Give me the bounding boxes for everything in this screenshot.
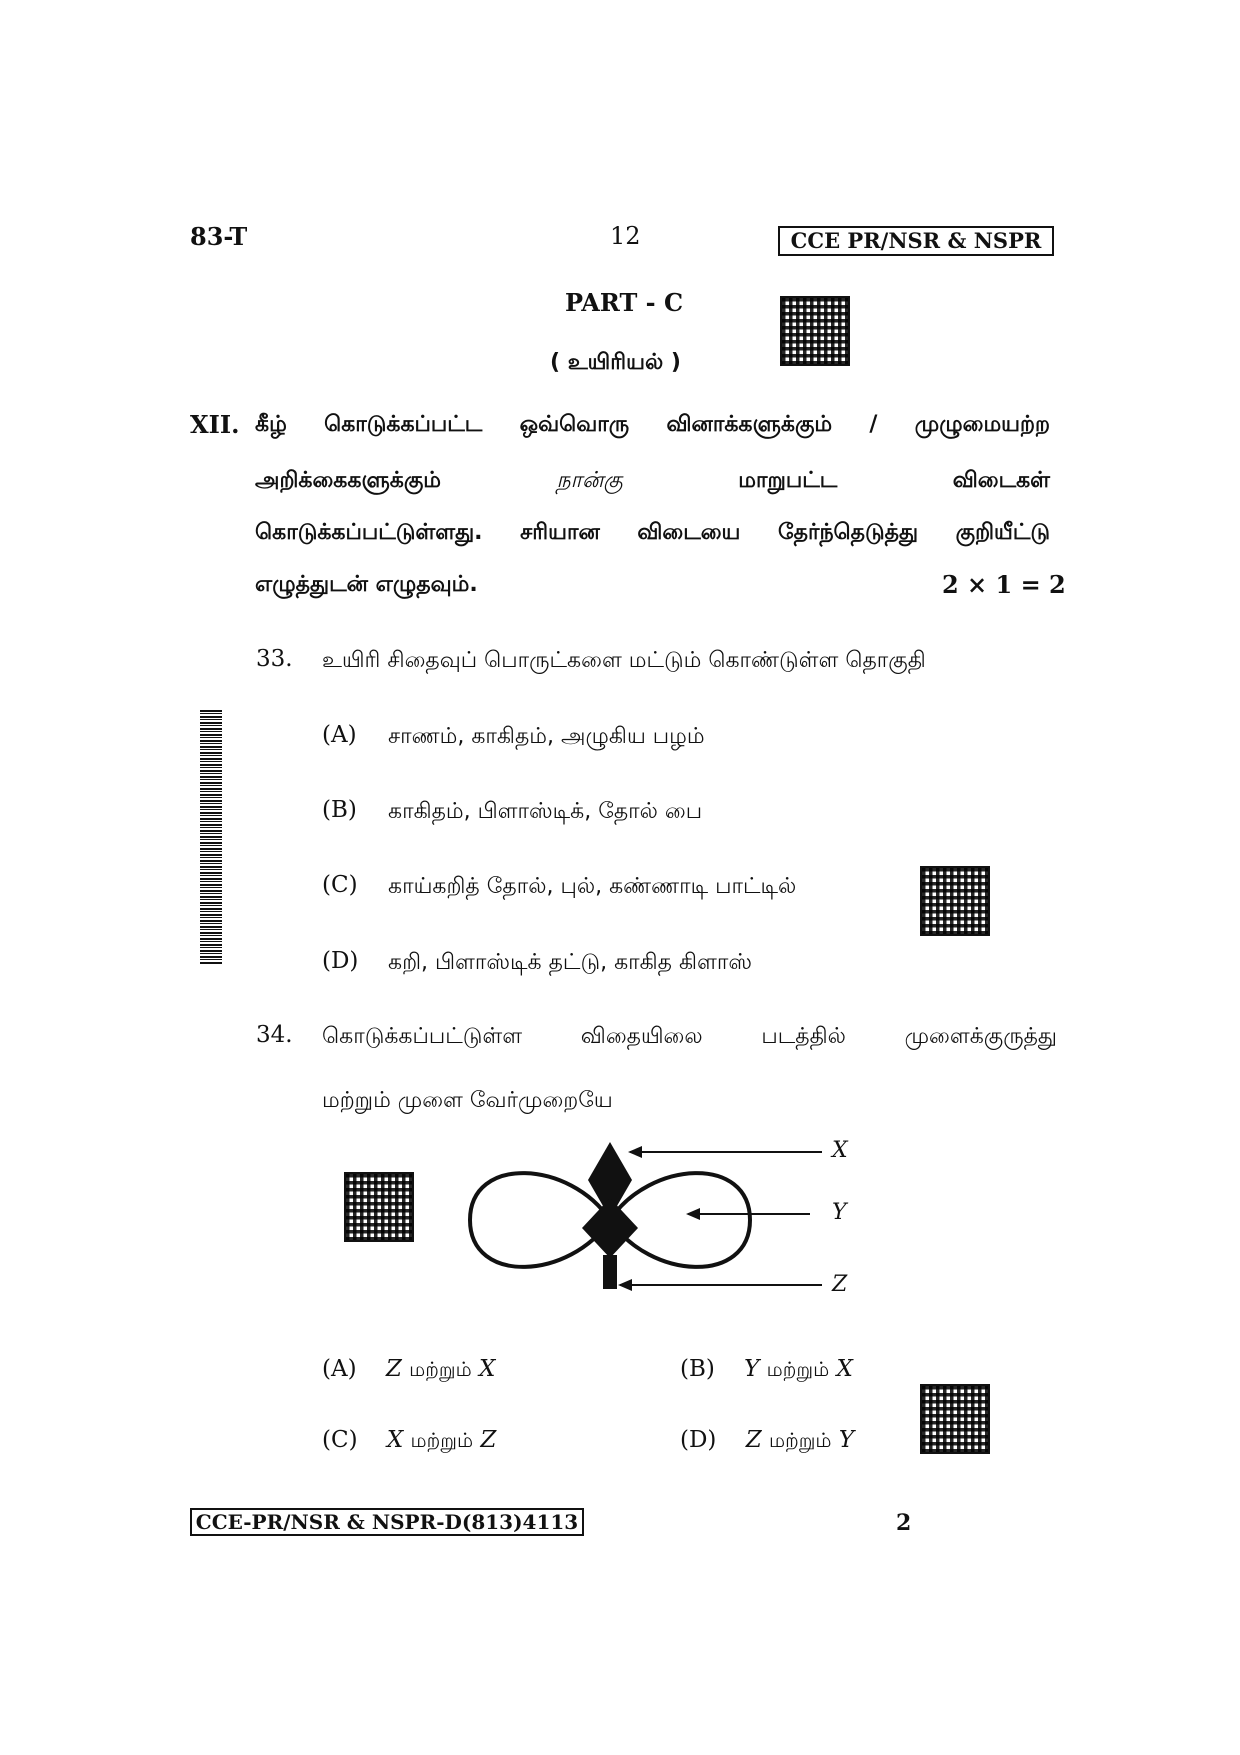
page-number: 12 [610, 222, 641, 250]
q33-option-c-label: (C) [322, 872, 358, 898]
q34-word-4: முளைக்குருத்து [904, 1024, 1057, 1049]
diagram-label-x: X [832, 1138, 848, 1163]
q34-option-c [322, 1427, 496, 1455]
q33-option-a-label: (A) [322, 722, 357, 748]
q34-option-d-connector: மற்றும் [769, 1428, 832, 1452]
q34-word-2: விதையிலை [580, 1024, 703, 1049]
q34-option-b-second: X [836, 1356, 853, 1382]
q33-option-d-text: கறி, பிளாஸ்டிக் தட்டு, காகித கிளாஸ் [388, 950, 752, 975]
q33-option-a-text: சாணம், காகிதம், அழுகிய பழம் [388, 724, 705, 749]
q34-option-d [680, 1427, 854, 1455]
diagram-label-y: Y [832, 1200, 847, 1225]
header-boxed-label: CCE PR/NSR & NSPR [778, 226, 1054, 256]
q34-option-c-connector: மற்றும் [410, 1428, 474, 1452]
q34-word-1: கொடுக்கப்பட்டுள்ள [322, 1024, 523, 1049]
arrow-y-head [686, 1208, 700, 1220]
q34-option-b [680, 1356, 853, 1384]
radicle-stalk [603, 1255, 617, 1289]
question-33-number: 33. [256, 646, 293, 672]
instruction-line-4: எழுத்துடன் எழுதவும். [255, 572, 478, 597]
section-roman-numeral: XII. [190, 410, 240, 439]
q33-option-d-label: (D) [322, 948, 359, 974]
instruction-word-four: நான்கு [556, 468, 623, 493]
qr-code-icon [780, 296, 850, 366]
qr-code-icon [920, 866, 990, 936]
q34-word-3: படத்தில் [761, 1024, 846, 1049]
arrow-x-head [628, 1146, 642, 1158]
q34-option-a-first: Z [385, 1356, 402, 1382]
question-34-number: 34. [256, 1022, 293, 1048]
q34-option-c-label: (C) [322, 1427, 358, 1453]
q34-option-a-second: X [479, 1356, 496, 1382]
q34-option-b-label: (B) [680, 1356, 715, 1382]
question-34-line-1 [322, 1024, 1057, 1052]
q34-option-a-connector: மற்றும் [409, 1357, 472, 1381]
q34-option-d-label: (D) [680, 1427, 717, 1453]
instruction-line-2 [255, 468, 1050, 496]
instruction-line-3: கொடுக்கப்பட்டுள்ளது. சரியான விடையை தேர்ந்தெடுத்து குறியீட்டு [255, 520, 1050, 545]
footer-boxed-code: CCE-PR/NSR & NSPR-D(813)4113 [190, 1508, 584, 1536]
q34-option-d-first: Z [745, 1427, 762, 1453]
question-34-line-2: மற்றும் முளை வேர்முறையே [322, 1088, 613, 1113]
seed-diagram [460, 1130, 860, 1310]
paper-code: 83-T [190, 222, 248, 251]
q33-option-c-text: காய்கறித் தோல், புல், கண்ணாடி பாட்டில் [388, 874, 797, 899]
diagram-label-z: Z [832, 1272, 848, 1297]
q33-option-b-text: காகிதம், பிளாஸ்டிக், தோல் பை [388, 799, 703, 824]
instruction-word-1: அறிக்கைகளுக்கும் [255, 468, 441, 493]
barcode-icon [200, 710, 222, 965]
section-subtitle: ( உயிரியல் ) [550, 350, 681, 375]
cotyledon-right [610, 1173, 750, 1267]
q34-option-c-second: Z [480, 1427, 497, 1453]
q34-option-c-first: X [386, 1427, 404, 1453]
instruction-word-3: மாறுபட்ட [738, 468, 838, 493]
footer-number: 2 [896, 1510, 912, 1536]
instruction-word-4: விடைகள் [952, 468, 1050, 493]
cotyledon-left [470, 1173, 610, 1267]
q34-option-b-connector: மற்றும் [766, 1357, 830, 1381]
q34-option-a [322, 1356, 495, 1384]
q34-option-a-label: (A) [322, 1356, 357, 1382]
marks-allocation: 2 × 1 = 2 [942, 570, 1066, 599]
section-title: PART - C [565, 288, 684, 317]
radicle-shape [582, 1198, 638, 1258]
q34-option-d-second: Y [838, 1427, 855, 1453]
qr-code-icon [920, 1384, 990, 1454]
arrow-z-head [618, 1279, 632, 1291]
qr-code-icon [344, 1172, 414, 1242]
q33-option-b-label: (B) [322, 797, 357, 823]
instruction-line-1: கீழ் கொடுக்கப்பட்ட ஒவ்வொரு வினாக்களுக்கும் / முழுமையற்ற [255, 412, 1050, 437]
q34-option-b-first: Y [744, 1356, 760, 1382]
question-33-text: உயிரி சிதைவுப் பொருட்களை மட்டும் கொண்டுள்ள தொகுதி [322, 648, 926, 673]
